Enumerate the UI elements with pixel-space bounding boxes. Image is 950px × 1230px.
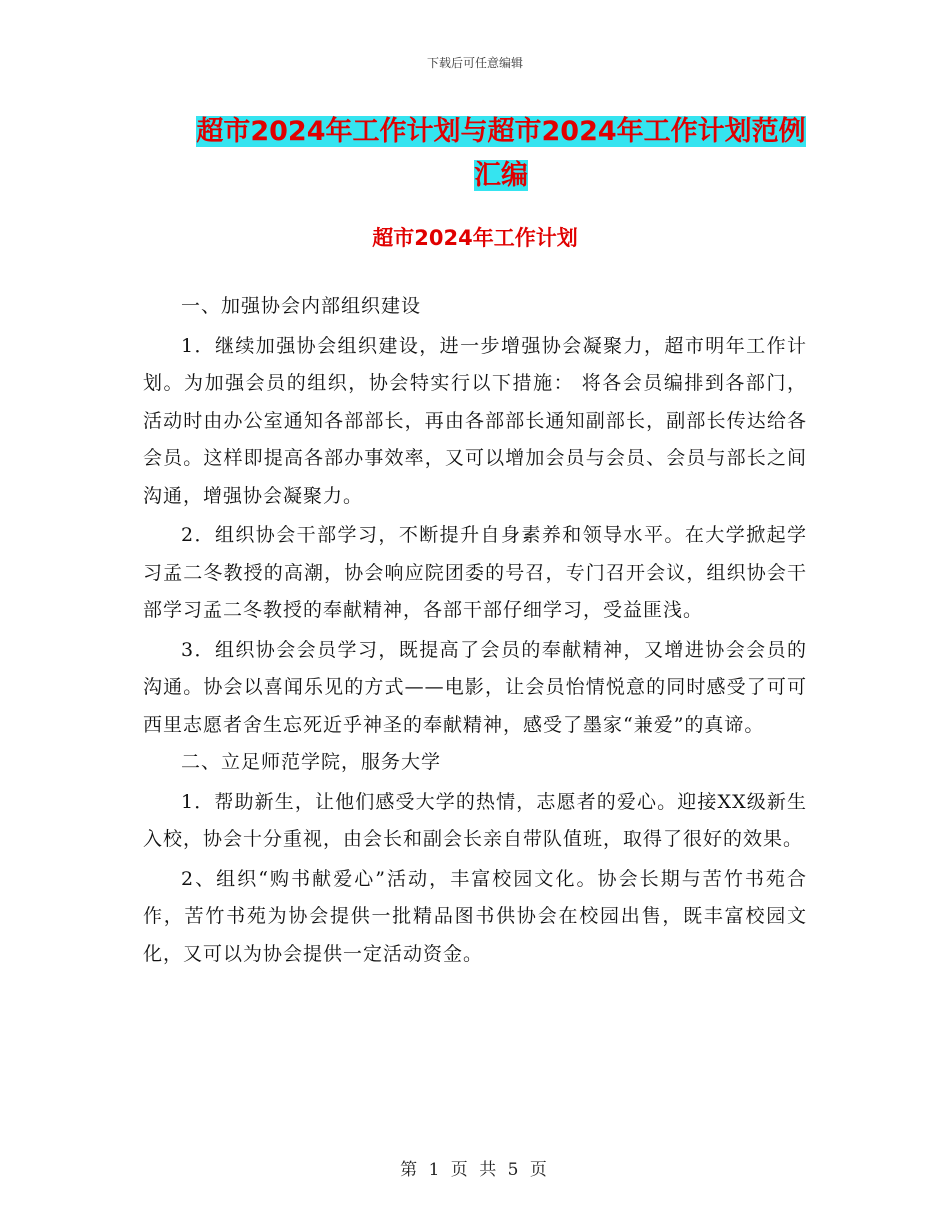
- section-heading-1: 一、加强协会内部组织建设: [181, 295, 422, 317]
- document-title: [195, 110, 807, 198]
- document-body: [143, 288, 807, 973]
- section-heading-2: 二、立足师范学院，服务大学: [181, 751, 442, 773]
- section-title: 超市2024年工作计划: [372, 226, 578, 250]
- paragraph: 2．组织协会干部学习，不断提升自身素养和领导水平。在大学掀起学习孟二冬教授的高潮，协会响应院团委的号召，专门召开会议，组织协会干部学习孟二冬教授的奉献精神，各部干部仔细学习，受益匪浅。: [143, 524, 807, 621]
- paragraph: 3．组织协会会员学习，既提高了会员的奉献精神，又增进协会会员的沟通。协会以喜闻乐见的方式——电影，让会员怡情悦意的同时感受了可可西里志愿者舍生忘死近乎神圣的奉献精神，感受了墨家“兼爱”的真谛。: [143, 638, 807, 736]
- page-footer: 第 1 页 共 5 页: [400, 1160, 550, 1180]
- header-note: 下载后可任意编辑: [426, 56, 523, 70]
- paragraph: 1．帮助新生，让他们感受大学的热情，志愿者的爱心。迎接XX级新生入校，协会十分重视，由会长和副会长亲自带队值班，取得了很好的效果。: [143, 790, 807, 850]
- document-title-text: 超市2024年工作计划与超市2024年工作计划范例汇编: [196, 116, 806, 191]
- paragraph: 2、组织“购书献爱心”活动，丰富校园文化。协会长期与苦竹书苑合作，苦竹书苑为协会提供一批精品图书供协会在校园出售，既丰富校园文化，又可以为协会提供一定活动资金。: [143, 867, 807, 965]
- paragraph: 1．继续加强协会组织建设，进一步增强协会凝聚力，超市明年工作计划。为加强会员的组织，协会特实行以下措施： 将各会员编排到各部门，活动时由办公室通知各部部长，再由各部部长通知副部长，副部长传达给各会员。这样即提高各部办事效率，又可以增加会员与会员、会员与部长之间沟通，增强协会凝聚力。: [143, 334, 807, 507]
